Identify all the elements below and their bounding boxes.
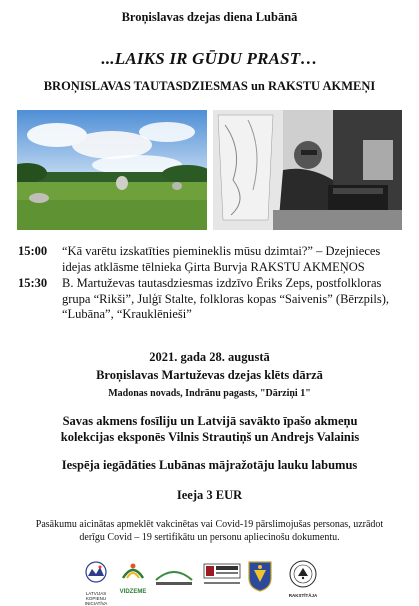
main-title: ...LAIKS IR GŪDU PRAST… [101,49,318,68]
program-time: 15:30 [18,276,48,290]
kopienu-iniciativa-logo [80,560,112,606]
vidzeme-logo [117,560,149,594]
event-venue: Broņislavas Martuževas dzejas klēts dārzā [96,368,323,382]
rakstitaja-seal-logo [278,560,328,598]
event-series-title: Broņislavas dzejas diena Lubānā [121,10,298,24]
council-logo [202,560,242,594]
program-time: 15:00 [18,244,48,258]
covid-notice: Pasākumu aicinātas apmeklēt vakcinētas vai Covid-19 pārslimojušas personas, uzrādot derīgu Covid – 19 sertifikātu un personu apliecinošu dokumentu. [35,519,384,543]
logo-caption: VIDZEME [119,589,147,595]
program-text: B. Martuževas tautasdziesmas izdzīvo Ēriks Zeps, postfolkloras grupa “Rikši”, Julģī Stalte, folkloras kopas “Saivenis” (Bērzpils), “Lubāna”, “Krauklēnieši” [62,276,390,321]
program-item [18,244,404,275]
program-text: “Kā varētu izskatīties piemineklis mūsu dzimtai?” – Dzejnieces idejas atklāsme tēlnieka Ģirta Burvja RAKSTU AKMEŅOS [62,244,381,274]
coat-of-arms-logo [247,560,273,594]
program-item [18,276,404,336]
market-note: Iespēja iegādāties Lubānas mājražotāju lauku labumus [61,458,358,472]
landscape-photo [17,110,207,230]
logo-caption: RAKSTĪTĀJA [288,593,318,598]
regional-partner-logo [152,560,196,594]
event-address: Madonas novads, Indrānu pagasts, "Dārziņi 1" [108,388,311,399]
exhibit-note: Savas akmens fosīliju un Latvijā savākto īpašo akmeņu kolekcijas eksponēs Vilnis Strautiņš un Andrejs Valainis [60,414,360,444]
logo-caption: LATVIJAS KOPIENU INICIATĪVA [84,591,108,606]
entry-price: Ieeja 3 EUR [176,488,243,502]
subtitle: BROŅISLAVAS TAUTASDZIESMAS un RAKSTU AKMEŅI [43,79,376,93]
event-date: 2021. gada 28. augustā [149,350,270,364]
poet-photo [213,110,402,230]
